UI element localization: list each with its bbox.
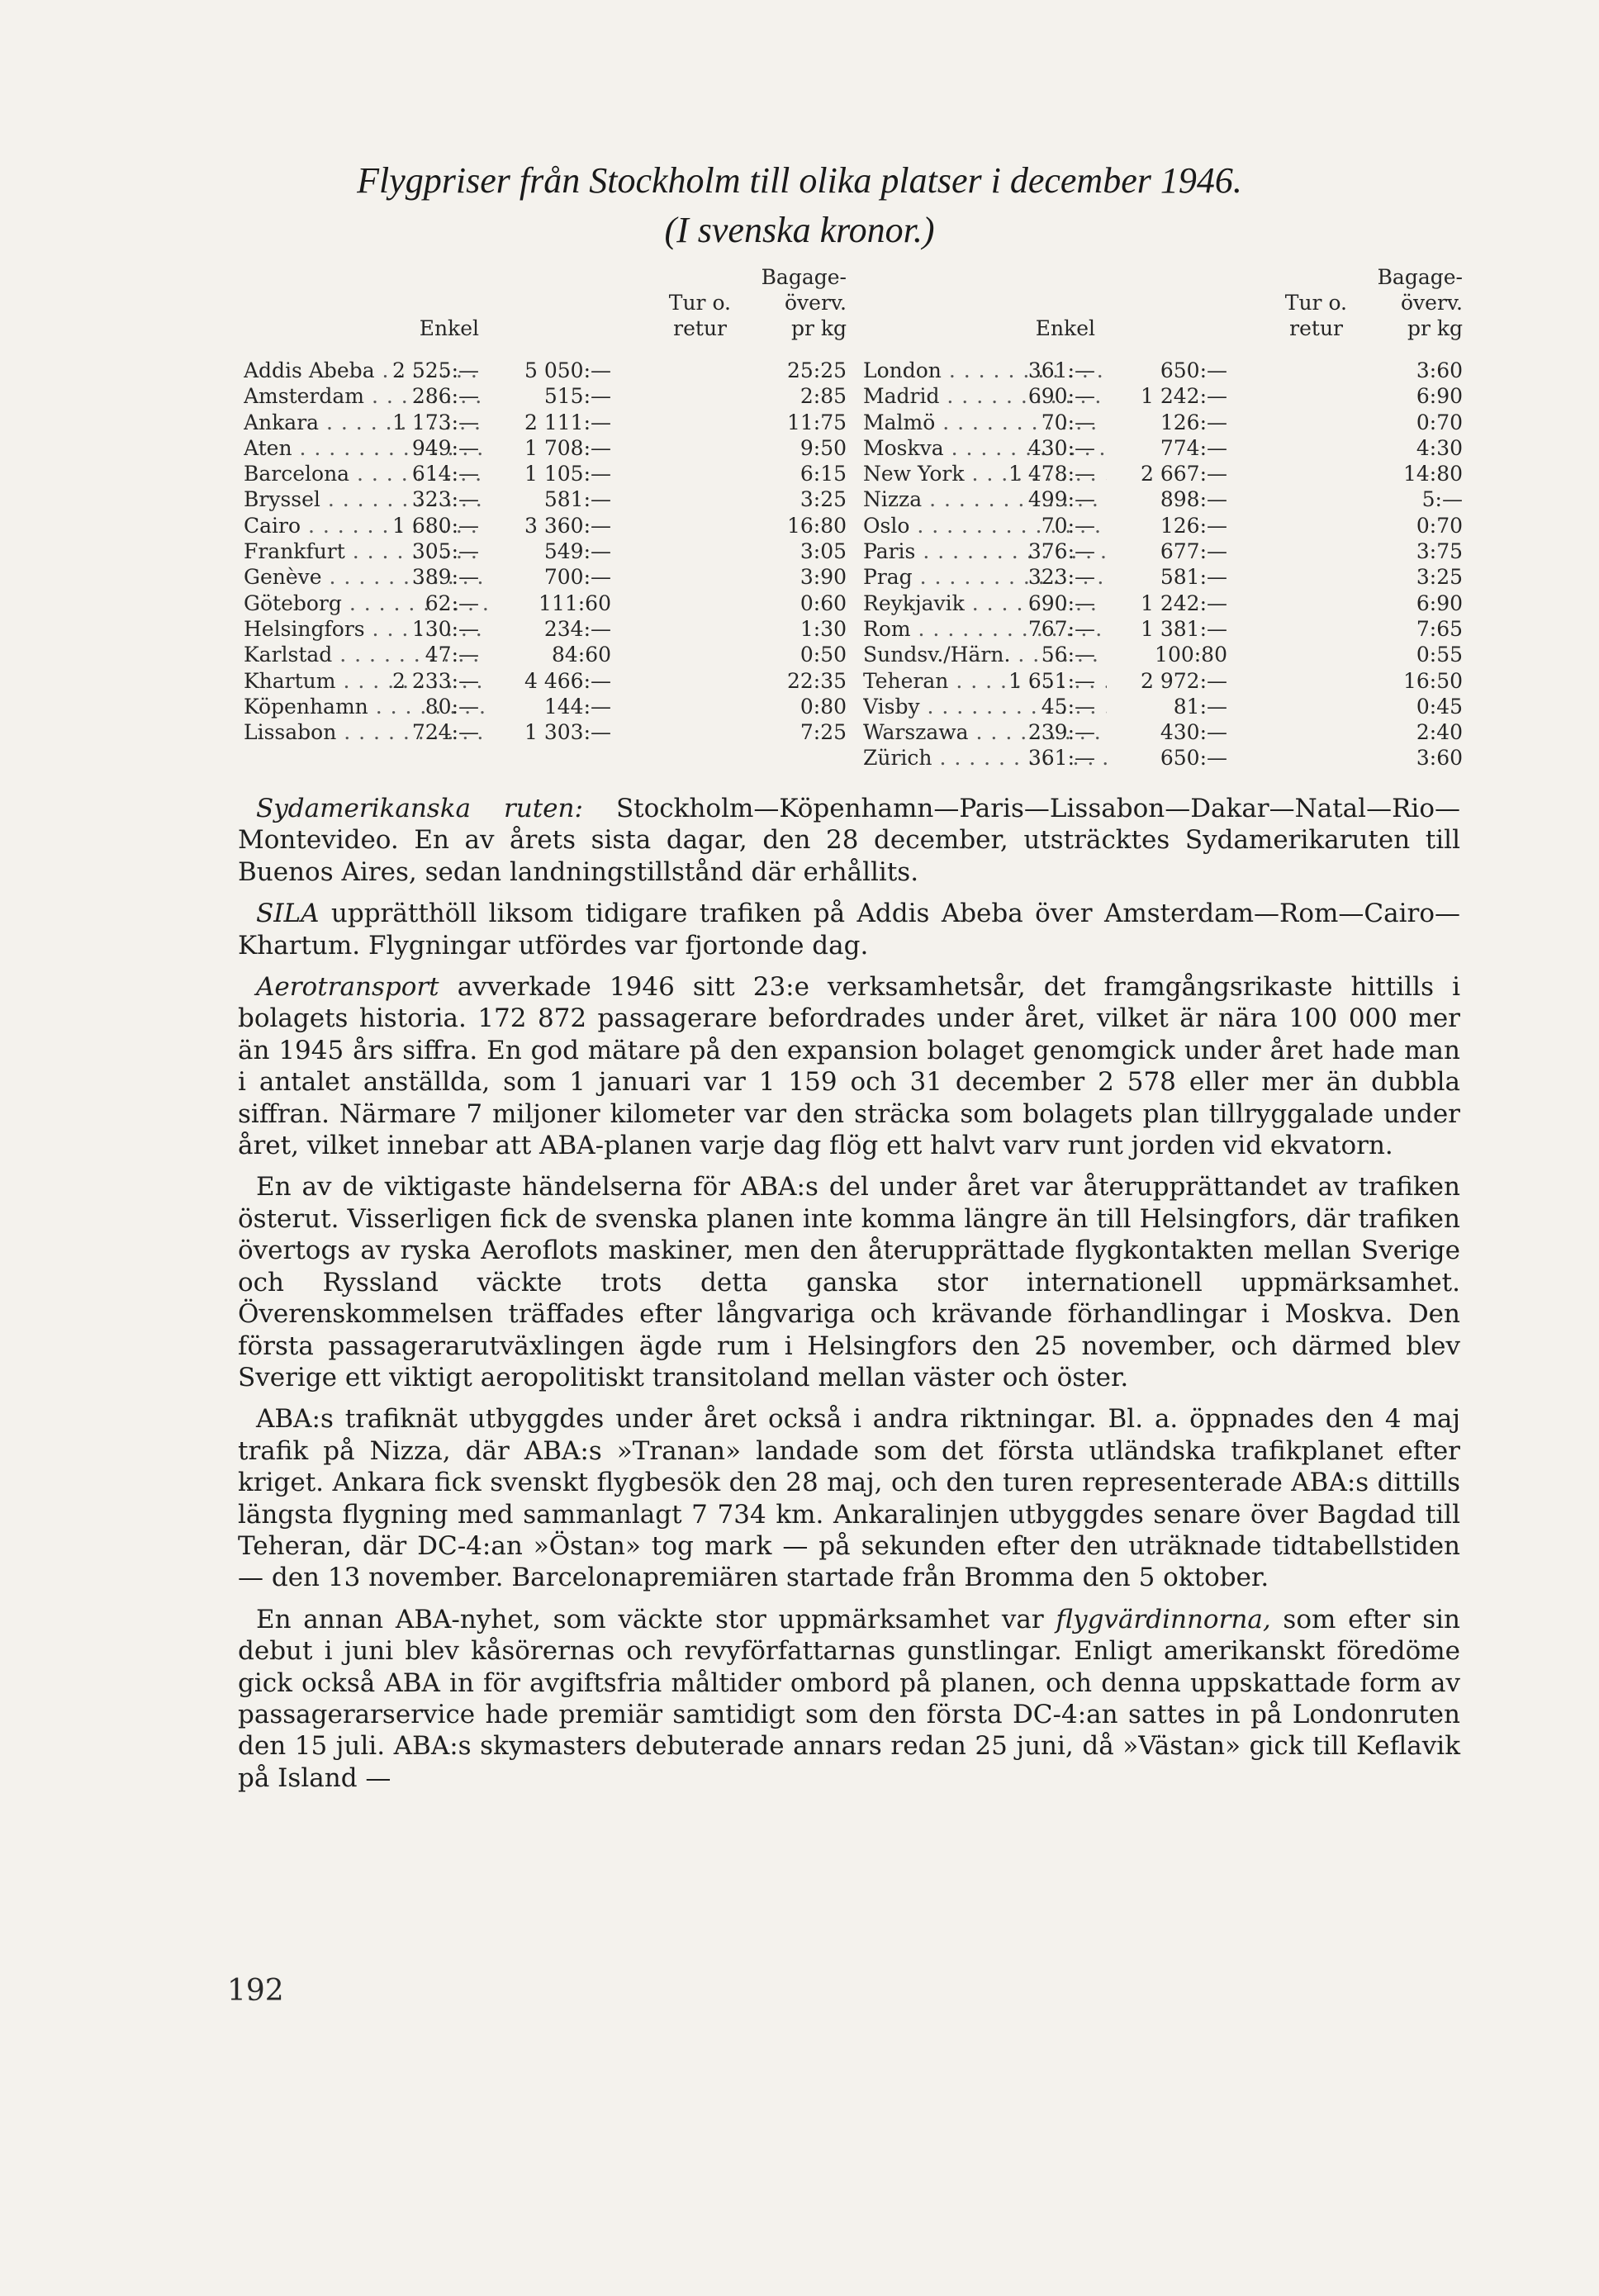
price-enkel: 499:—	[1027, 487, 1095, 512]
price-tur-retur: 5 050:—	[524, 358, 611, 382]
price-tur-retur: 581:—	[1160, 565, 1227, 590]
paragraph-body: som efter sin debut i juni blev kåsörernas och revyförfattarnas gunstlingar. Enligt amerikanskt föredöme gick också ABA in för avgiftsfria måltider ombord på planen, och denna uppskattade form av passagerarservice hade premiär samtidigt som den första DC-4:an sattes in på Londonruten den 15 juli. ABA:s skymasters debuterade annars redan 25 juni, då »Västan» gick till Keflavik på Island —	[238, 1604, 1460, 1793]
price-bagage: 0:55	[1416, 643, 1463, 667]
price-bagage: 3:75	[1416, 539, 1463, 564]
table-row	[863, 486, 1463, 512]
price-tur-retur: 234:—	[543, 616, 611, 641]
price-tur-retur: 84:60	[551, 643, 611, 667]
city-name: Köpenhamn . . .	[244, 694, 487, 719]
city-name: Prag . . .	[863, 564, 1107, 590]
city-name: Genève . . .	[244, 564, 487, 590]
header-enkel: Enkel	[419, 316, 479, 340]
price-bagage: 16:50	[1402, 668, 1463, 693]
price-bagage: 6:90	[1416, 384, 1463, 409]
price-bagage: 3:60	[1416, 358, 1463, 382]
price-bagage: 3:25	[1416, 565, 1463, 590]
table-row	[244, 564, 847, 590]
price-enkel: 614:—	[411, 462, 479, 486]
price-enkel: 56:—	[1041, 643, 1095, 667]
price-enkel: 1 651:—	[1008, 668, 1095, 693]
price-enkel: 323:—	[1027, 565, 1095, 590]
price-bagage: 0:50	[800, 643, 847, 667]
table-row	[863, 591, 1463, 616]
table-row	[244, 358, 847, 383]
price-enkel: 690:—	[1027, 384, 1095, 409]
price-enkel: 45:—	[1041, 694, 1095, 719]
table-row	[244, 410, 847, 435]
price-tur-retur: 515:—	[543, 384, 611, 409]
price-enkel: 70:—	[1041, 410, 1095, 434]
price-enkel: 361:—	[1027, 358, 1095, 382]
city-name: Barcelona . . .	[244, 461, 487, 486]
price-enkel: 1 680:—	[392, 513, 479, 538]
price-tur-retur: 1 242:—	[1141, 384, 1227, 409]
price-bagage: 16:80	[786, 513, 847, 538]
header-bagage-line2: överv.	[784, 291, 847, 315]
price-enkel: 724:—	[411, 720, 479, 745]
city-name: Aten . . .	[244, 435, 487, 461]
city-name: New York . . .	[863, 461, 1107, 486]
price-bagage: 14:80	[1402, 462, 1463, 486]
city-name: Madrid . . .	[863, 383, 1107, 409]
table-rows-right	[863, 358, 1463, 771]
paragraph-body: upprätthöll liksom tidigare trafiken på Addis Abeba över Amsterdam—Rom—Cairo—Khartum. Flygningar utfördes var fjortonde dag.	[238, 899, 1460, 961]
price-bagage: 25:25	[786, 358, 847, 382]
price-enkel: 2 525:—	[392, 358, 479, 382]
price-tur-retur: 126:—	[1160, 410, 1227, 434]
price-enkel: 239:—	[1027, 720, 1095, 745]
price-tur-retur: 2 667:—	[1141, 462, 1227, 486]
table-row	[244, 668, 847, 694]
price-enkel: 767:—	[1027, 616, 1095, 641]
price-bagage: 0:70	[1416, 513, 1463, 538]
city-name: Bryssel . . .	[244, 486, 487, 512]
table-row	[244, 642, 847, 667]
price-bagage: 9:50	[800, 435, 847, 460]
table-row	[863, 513, 1463, 538]
paragraph-aerotransport	[238, 971, 1460, 1161]
city-name: Sundsv./Härn. . . .	[863, 642, 1107, 667]
price-bagage: 2:40	[1416, 720, 1463, 745]
price-tur-retur: 81:—	[1173, 694, 1227, 719]
table-header-right	[863, 264, 1463, 358]
table-row	[863, 358, 1463, 383]
price-enkel: 130:—	[411, 616, 479, 641]
price-tur-retur: 677:—	[1160, 539, 1227, 564]
table-row	[863, 745, 1463, 771]
city-name: Warszawa . . .	[863, 719, 1107, 745]
table-row	[863, 642, 1463, 667]
price-bagage: 3:25	[800, 487, 847, 512]
header-turo-line1: Tur o.	[668, 291, 731, 315]
price-tur-retur: 1 105:—	[524, 462, 611, 486]
price-tur-retur: 111:60	[539, 591, 611, 615]
price-tur-retur: 1 242:—	[1141, 591, 1227, 615]
table-row	[863, 668, 1463, 694]
table-row	[244, 435, 847, 461]
price-bagage: 1:30	[800, 616, 847, 641]
city-name: Rom . . .	[863, 616, 1107, 642]
table-title: Flygpriser från Stockholm till olika platser i december 1946.	[357, 160, 1242, 201]
table-subtitle: (I svenska kronor.)	[664, 210, 935, 250]
paragraph-emphasis: flygvärdinnorna,	[1056, 1604, 1271, 1634]
price-tur-retur: 1 303:—	[524, 720, 611, 745]
price-tur-retur: 549:—	[543, 539, 611, 564]
price-tur-retur: 2 111:—	[524, 410, 611, 434]
table-row	[244, 591, 847, 616]
paragraph-sila	[238, 898, 1460, 961]
price-enkel: 1 173:—	[392, 410, 479, 434]
price-tur-retur: 126:—	[1160, 513, 1227, 538]
price-tur-retur: 650:—	[1160, 746, 1227, 771]
price-bagage: 3:90	[800, 565, 847, 590]
city-name: Helsingfors . . .	[244, 616, 487, 642]
table-row	[244, 461, 847, 486]
table-row	[863, 564, 1463, 590]
header-bagage-line1: Bagage-	[1377, 265, 1463, 289]
table-row	[244, 538, 847, 564]
price-bagage: 4:30	[1416, 435, 1463, 460]
price-bagage: 0:60	[800, 591, 847, 615]
price-enkel: 323:—	[411, 487, 479, 512]
table-row	[244, 616, 847, 642]
city-name: Nizza . . .	[863, 486, 1107, 512]
body-text	[238, 793, 1460, 1804]
price-enkel: 430:—	[1027, 435, 1095, 460]
table-row	[863, 410, 1463, 435]
price-bagage: 6:15	[800, 462, 847, 486]
table-row	[244, 383, 847, 409]
table-row	[244, 486, 847, 512]
price-tur-retur: 1 708:—	[524, 435, 611, 460]
price-bagage: 7:65	[1416, 616, 1463, 641]
price-tur-retur: 2 972:—	[1141, 668, 1227, 693]
price-bagage: 11:75	[786, 410, 847, 434]
price-bagage: 3:05	[800, 539, 847, 564]
price-table-right	[863, 264, 1463, 771]
price-enkel: 361:—	[1027, 746, 1095, 771]
price-enkel: 62:—	[425, 591, 479, 615]
city-name: Moskva . . .	[863, 435, 1107, 461]
paragraph-body: En annan ABA-nyhet, som väckte stor uppmärksamhet var	[256, 1604, 1056, 1634]
paragraph-traffic-east: En av de viktigaste händelserna för ABA:s del under året var återupprättandet av trafiken österut. Visserligen fick de svenska planen inte komma längre än till Helsingfors, där trafiken övertogs av ryska Aeroflots maskiner, men den återupprättade flygkontakten mellan Sverige och Ryssland väckte trots detta ganska stor internationell uppmärksamhet. Överenskommelsen träffades efter långvariga och krävande förhandlingar i Moskva. Den första passagerarutväxlingen ägde rum i Helsingfors den 25 november, och därmed blev Sverige ett viktigt aeropolitiskt transitoland mellan väster och öster.	[238, 1172, 1460, 1392]
city-name: Göteborg . . .	[244, 591, 487, 616]
price-enkel: 305:—	[411, 539, 479, 564]
header-turo-line2: retur	[1289, 316, 1343, 340]
city-name: Ankara . . .	[244, 410, 487, 435]
price-bagage: 2:85	[800, 384, 847, 409]
price-bagage: 5:—	[1421, 487, 1463, 512]
city-name: Khartum . . .	[244, 668, 487, 694]
price-bagage: 0:80	[800, 694, 847, 719]
table-row	[863, 616, 1463, 642]
price-enkel: 80:—	[425, 694, 479, 719]
header-enkel: Enkel	[1035, 316, 1095, 340]
header-bagage-line3: pr kg	[790, 316, 847, 340]
price-tur-retur: 1 381:—	[1141, 616, 1227, 641]
price-tur-retur: 3 360:—	[524, 513, 611, 538]
city-name: London . . .	[863, 358, 1107, 383]
price-tur-retur: 581:—	[543, 487, 611, 512]
header-turo-line1: Tur o.	[1284, 291, 1347, 315]
paragraph-lead: Sydamerikanska ruten:	[256, 794, 583, 823]
city-name: Karlstad . . .	[244, 642, 487, 667]
price-tur-retur: 430:—	[1160, 720, 1227, 745]
table-row	[863, 538, 1463, 564]
table-row	[863, 383, 1463, 409]
price-bagage: 0:70	[1416, 410, 1463, 434]
price-enkel: 2 233:—	[392, 668, 479, 693]
header-bagage-line3: pr kg	[1407, 316, 1463, 340]
paragraph-body: Stockholm—Köpenhamn—Paris—Lissabon—Dakar—Natal—Rio—Montevideo. En av årets sista dagar, den 28 december, utsträcktes Sydamerikaruten till Buenos Aires, sedan landningstillstånd där erhållits.	[238, 794, 1461, 887]
price-tur-retur: 144:—	[543, 694, 611, 719]
city-name: Zürich . . .	[863, 745, 1107, 771]
header-bagage-line1: Bagage-	[761, 265, 847, 289]
table-header-left	[244, 264, 847, 358]
city-name: Teheran . . .	[863, 668, 1107, 694]
price-bagage: 0:45	[1416, 694, 1463, 719]
price-enkel: 376:—	[1027, 539, 1095, 564]
price-enkel: 286:—	[411, 384, 479, 409]
city-name: Visby . . .	[863, 694, 1107, 719]
price-tur-retur: 774:—	[1160, 435, 1227, 460]
price-bagage: 3:60	[1416, 746, 1463, 771]
paragraph-body: avverkade 1946 sitt 23:e verksamhetsår, det framgångsrikaste hittills i bolagets historia. 172 872 passagerare befordrades under året, vilket är nära 100 000 mer än 1945 års siffra. En god mätare på den expansion bolaget genomgick under året hade man i antalet anställda, som 1 januari var 1 159 och 31 december 2 578 eller mer än dubbla siffran. Närmare 7 miljoner kilometer var den sträcka som bolagets plan tillryggalade under året, vilket innebar att ABA-planen varje dag flög ett halvt varv runt jorden vid ekvatorn.	[238, 972, 1460, 1161]
paragraph-lead: SILA	[256, 899, 320, 929]
paragraph-lead: Aerotransport	[256, 972, 439, 1003]
table-row	[244, 513, 847, 538]
city-name: Oslo . . .	[863, 513, 1107, 538]
table-row	[863, 694, 1463, 719]
price-bagage: 6:90	[1416, 591, 1463, 615]
table-row	[863, 435, 1463, 461]
header-bagage-line2: överv.	[1400, 291, 1463, 315]
price-tur-retur: 700:—	[543, 565, 611, 590]
price-enkel: 1 478:—	[1008, 462, 1095, 486]
price-bagage: 7:25	[800, 720, 847, 745]
price-table-left	[244, 264, 847, 745]
table-rows-left	[244, 358, 847, 745]
price-enkel: 389:—	[411, 565, 479, 590]
city-name: Frankfurt . . .	[244, 538, 487, 564]
price-tur-retur: 650:—	[1160, 358, 1227, 382]
paragraph-sydamerika	[238, 793, 1460, 888]
price-enkel: 690:—	[1027, 591, 1095, 615]
city-name: Addis Abeba . . .	[244, 358, 487, 383]
city-name: Reykjavik . . .	[863, 591, 1107, 616]
price-tur-retur: 898:—	[1160, 487, 1227, 512]
city-name: Amsterdam . . .	[244, 383, 487, 409]
page-number: 192	[227, 1974, 284, 2008]
table-row	[863, 719, 1463, 745]
city-name: Paris . . .	[863, 538, 1107, 564]
price-tur-retur: 100:80	[1155, 643, 1227, 667]
price-enkel: 47:—	[425, 643, 479, 667]
table-row	[244, 719, 847, 745]
city-name: Cairo . . .	[244, 513, 487, 538]
price-enkel: 70:—	[1041, 513, 1095, 538]
header-turo-line2: retur	[673, 316, 727, 340]
price-bagage: 22:35	[786, 668, 847, 693]
price-enkel: 949:—	[411, 435, 479, 460]
city-name: Malmö . . .	[863, 410, 1107, 435]
city-name: Lissabon . . .	[244, 719, 487, 745]
table-row	[863, 461, 1463, 486]
paragraph-hostesses	[238, 1604, 1460, 1794]
table-row	[244, 694, 847, 719]
price-tur-retur: 4 466:—	[524, 668, 611, 693]
paragraph-network: ABA:s trafiknät utbyggdes under året också i andra riktningar. Bl. a. öppnades den 4 maj trafik på Nizza, där ABA:s »Tranan» landade som det första utländska trafikplanet efter kriget. Ankara fick svenskt flygbesök den 28 maj, och den turen representerade ABA:s dittills längsta flygning med sammanlagt 7 734 km. Ankaralinjen utbyggdes senare över Bagdad till Teheran, där DC-4:an »Östan» tog mark — på sekunden efter den uträknade tidtabellstiden — den 13 november. Barcelonapremiären startade från Bromma den 5 oktober.	[238, 1404, 1460, 1593]
